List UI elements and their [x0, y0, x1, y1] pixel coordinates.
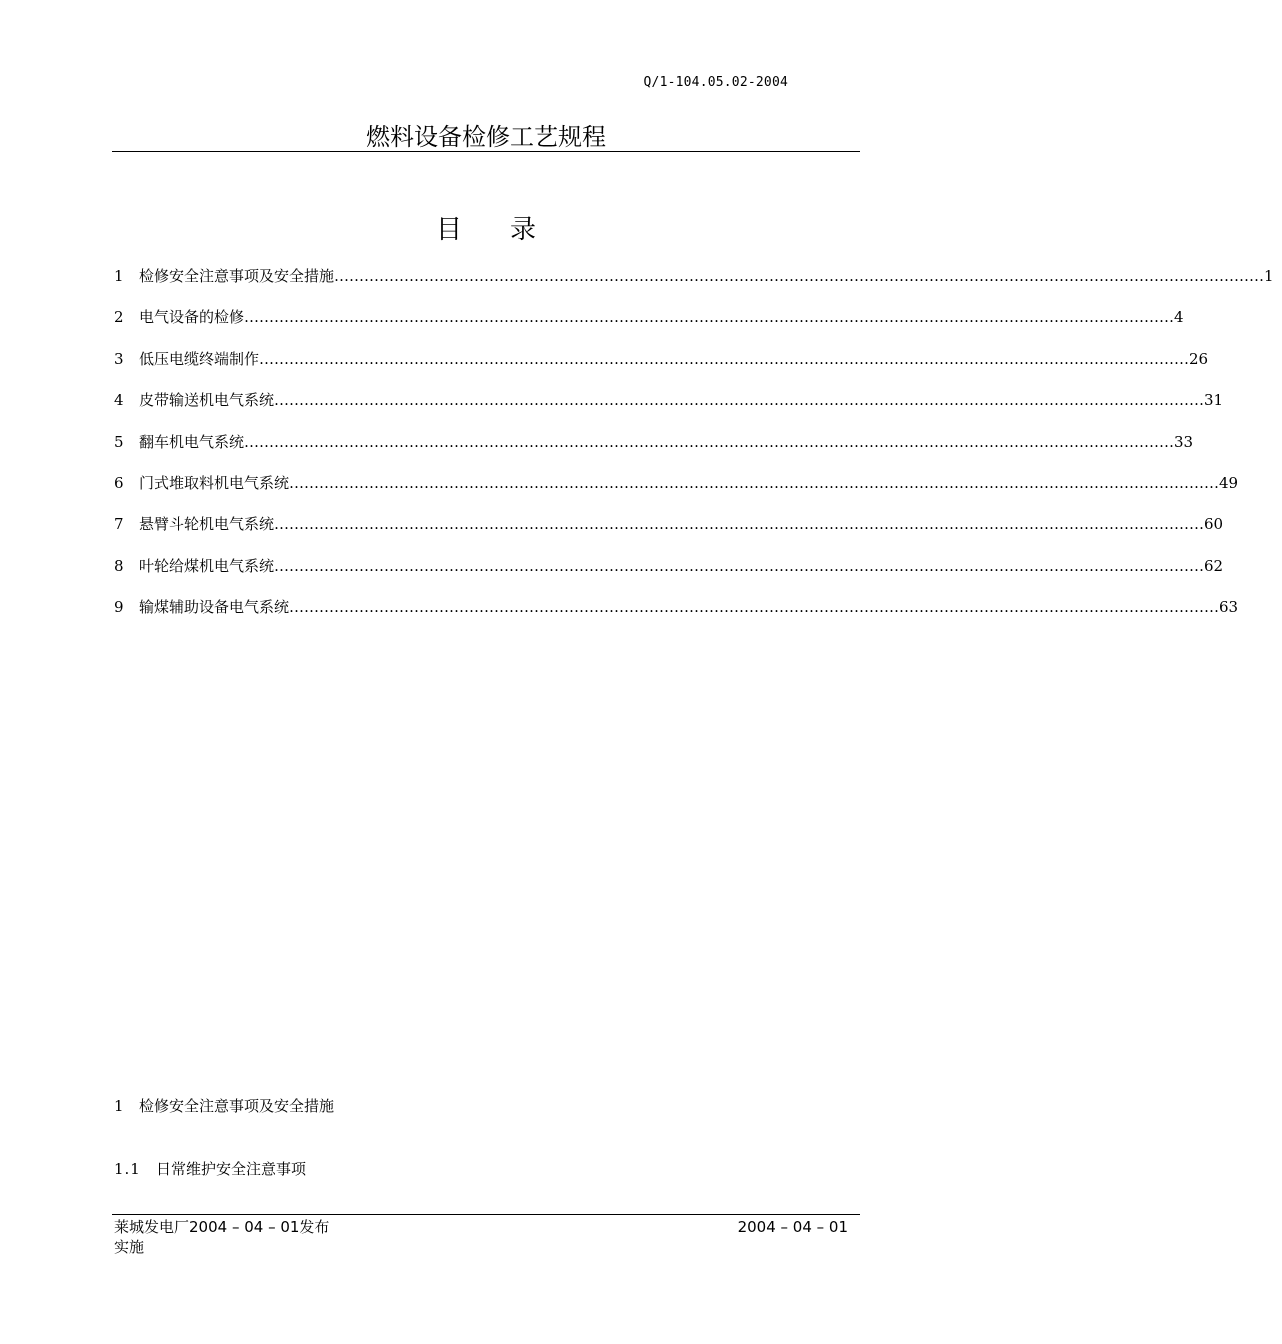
toc-entry-page: 62 [1204, 556, 1224, 575]
toc-heading-left: 目 [435, 215, 462, 245]
toc-entry-number: 3 [114, 349, 124, 368]
header-rule [112, 151, 860, 152]
toc-entry-leader: …………………………………………………………………………………………………………………………………………………………………… [244, 432, 1175, 451]
toc-entry-leader: …………………………………………………………………………………………………………………………………………………………………… [274, 515, 1205, 534]
toc-heading-right: 录 [510, 215, 537, 245]
toc-entry-leader: …………………………………………………………………………………………………………………………………………………………………… [289, 473, 1220, 492]
toc-entry-page: 49 [1219, 473, 1239, 492]
toc-entry-number: 9 [114, 598, 124, 617]
table-of-contents [114, 265, 1274, 638]
document-code: Q/1-104.05.02-2004 [643, 75, 788, 90]
subsection-heading [114, 1158, 306, 1180]
toc-entry[interactable] [114, 306, 1184, 347]
toc-entry-label: 输煤辅助设备电气系统 [139, 598, 290, 617]
toc-entry-leader: …………………………………………………………………………………………………………………………………………………………………… [274, 391, 1205, 410]
footer-effective-date: 2004 – 04 – 01 [737, 1218, 848, 1236]
subsection-title: 日常维护安全注意事项 [156, 1160, 307, 1178]
section-title: 检修安全注意事项及安全措施 [139, 1097, 335, 1115]
toc-entry-label: 电气设备的检修 [139, 308, 245, 327]
toc-entry-label: 低压电缆终端制作 [139, 349, 260, 368]
toc-entry[interactable] [114, 513, 1224, 554]
document-title: 燃料设备检修工艺规程 [366, 123, 606, 151]
toc-entry-page: 63 [1219, 598, 1239, 617]
section-number: 1 [114, 1097, 124, 1115]
toc-entry[interactable] [114, 348, 1209, 389]
toc-entry-number: 1 [114, 267, 124, 285]
toc-entry-number: 2 [114, 308, 124, 327]
toc-entry-page: 33 [1174, 432, 1194, 451]
toc-entry-number: 7 [114, 515, 124, 534]
toc-entry-label: 翻车机电气系统 [139, 432, 245, 451]
toc-entry-leader: …………………………………………………………………………………………………………………………………………………………………… [259, 349, 1190, 368]
toc-entry-label: 检修安全注意事项及安全措施 [139, 267, 335, 285]
toc-entry-number: 5 [114, 432, 124, 451]
toc-entry-page: 26 [1189, 349, 1209, 368]
toc-entry[interactable] [114, 389, 1224, 430]
toc-entry[interactable] [114, 596, 1239, 637]
toc-entry[interactable] [114, 431, 1194, 472]
toc-entry[interactable] [114, 555, 1224, 596]
toc-entry-label: 皮带输送机电气系统 [139, 391, 275, 410]
toc-entry-label: 叶轮给煤机电气系统 [139, 556, 275, 575]
section-heading [114, 1095, 334, 1117]
footer-publisher: 莱城发电厂2004 – 04 – 01发布 [114, 1218, 330, 1236]
toc-entry-number: 6 [114, 473, 124, 492]
toc-entry-page: 60 [1204, 515, 1224, 534]
toc-entry-page: 4 [1174, 308, 1184, 327]
footer-rule [112, 1214, 860, 1215]
toc-entry-leader: …………………………………………………………………………………………………………………………………………………………………… [289, 598, 1220, 617]
toc-entry-label: 门式堆取料机电气系统 [139, 473, 290, 492]
toc-entry[interactable] [114, 472, 1239, 513]
footer-effective-label: 实施 [114, 1238, 145, 1256]
toc-entry-number: 8 [114, 556, 124, 575]
toc-heading [112, 214, 860, 246]
toc-entry-page: 1 [1264, 267, 1274, 285]
toc-entry-leader: …………………………………………………………………………………………………………………………………………………………………… [334, 267, 1265, 285]
subsection-number: 1.1 [114, 1160, 141, 1178]
toc-entry-number: 4 [114, 391, 124, 410]
toc-entry-leader: …………………………………………………………………………………………………………………………………………………………………… [274, 556, 1205, 575]
toc-entry-label: 悬臂斗轮机电气系统 [139, 515, 275, 534]
toc-entry-leader: …………………………………………………………………………………………………………………………………………………………………… [244, 308, 1175, 327]
toc-entry-page: 31 [1204, 391, 1224, 410]
toc-entry[interactable] [114, 265, 1274, 306]
